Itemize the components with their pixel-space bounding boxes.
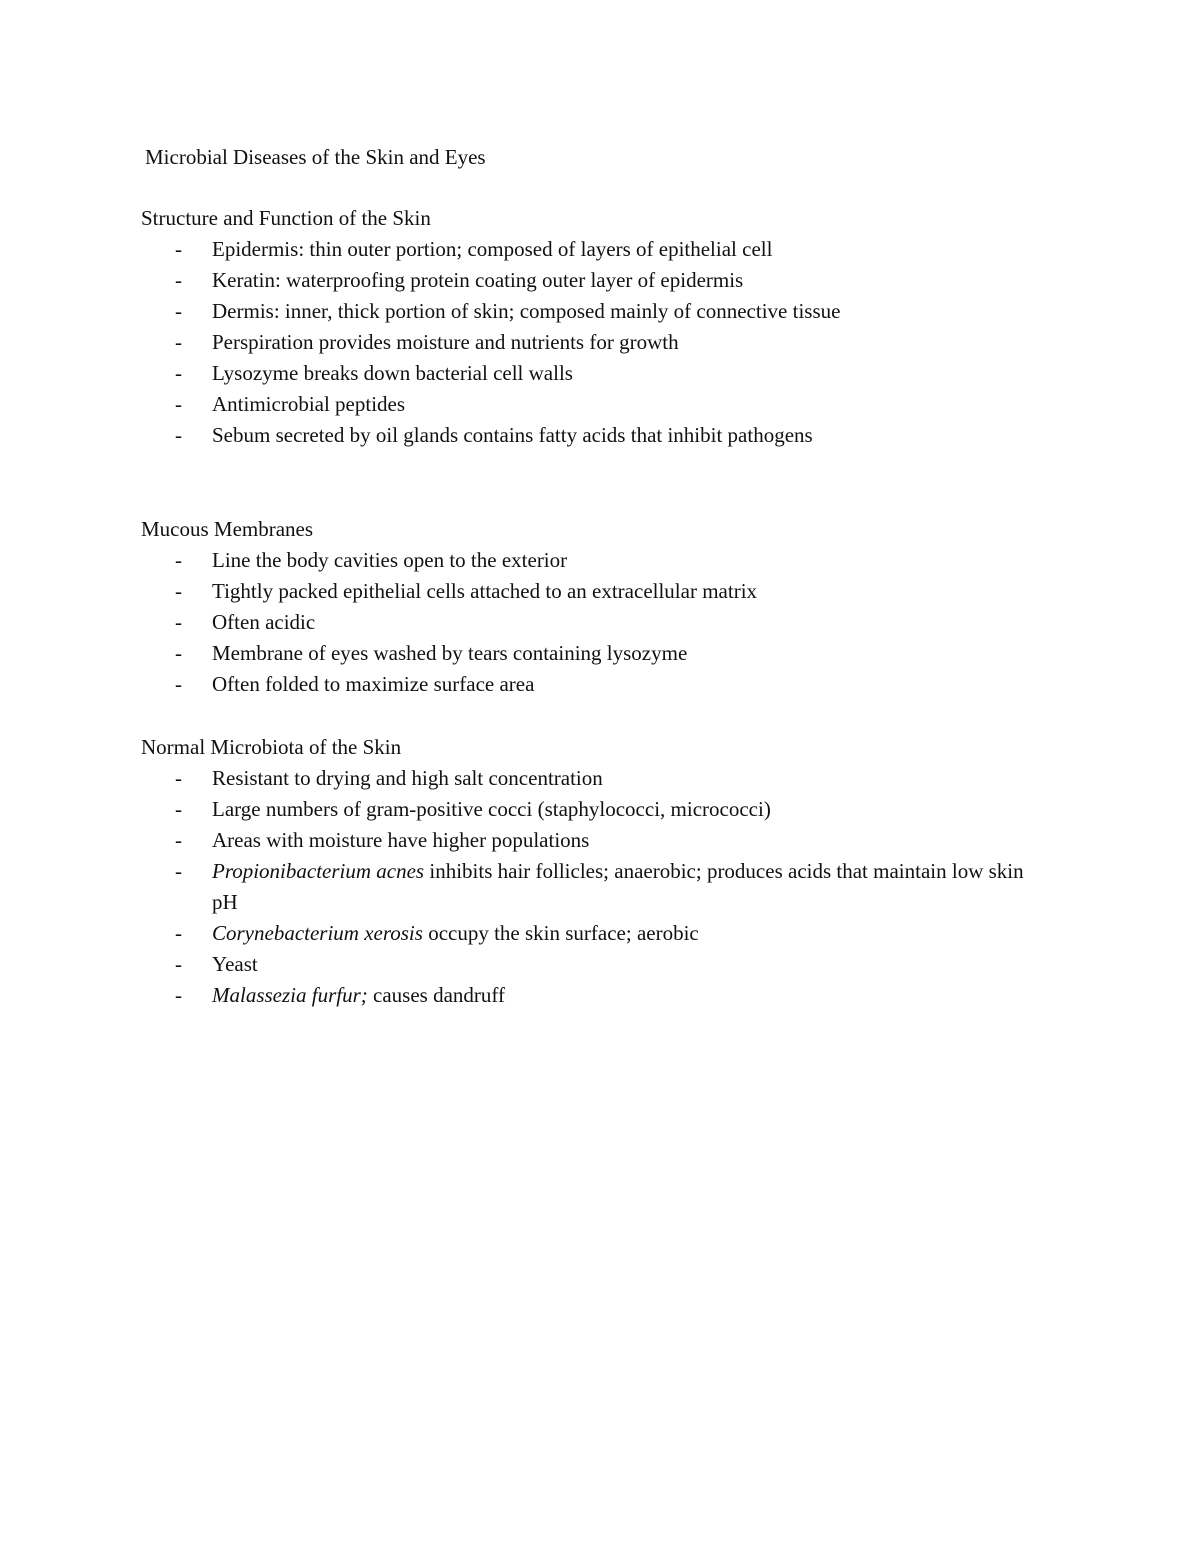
list-item: - Epidermis: thin outer portion; composed of layers of epithelial cell	[141, 234, 1042, 265]
section-normal-microbiota	[141, 732, 1101, 1011]
dash-bullet-icon: -	[175, 361, 182, 385]
list-item: - Often folded to maximize surface area	[141, 669, 1042, 700]
dash-bullet-icon: -	[175, 610, 182, 634]
dash-bullet-icon: -	[175, 330, 182, 354]
list-item: - Keratin: waterproofing protein coating outer layer of epidermis	[141, 265, 1042, 296]
list-item: - Antimicrobial peptides	[141, 389, 1042, 420]
dash-bullet-icon: -	[175, 672, 182, 696]
list-item: - Line the body cavities open to the exterior	[141, 545, 1042, 576]
list-item: - Often acidic	[141, 607, 1042, 638]
species-name: Malassezia furfur;	[212, 983, 368, 1007]
dash-bullet-icon: -	[175, 797, 182, 821]
dash-bullet-icon: -	[175, 983, 182, 1007]
list-item: - Resistant to drying and high salt concentration	[141, 763, 1042, 794]
dash-bullet-icon: -	[175, 859, 182, 883]
dash-bullet-icon: -	[175, 641, 182, 665]
dash-bullet-icon: -	[175, 766, 182, 790]
dash-bullet-icon: -	[175, 299, 182, 323]
section-heading: Structure and Function of the Skin	[141, 206, 431, 230]
list-item: - Malassezia furfur; causes dandruff	[141, 980, 1042, 1011]
species-name: Propionibacterium acnes	[212, 859, 425, 883]
document-title: Microbial Diseases of the Skin and Eyes	[145, 145, 486, 169]
bullet-list	[141, 763, 1101, 1011]
dash-bullet-icon: -	[175, 579, 182, 603]
list-item: - Yeast	[141, 949, 1042, 980]
section-mucous-membranes	[141, 514, 1101, 700]
species-name: Corynebacterium xerosis	[212, 921, 423, 945]
list-item: - Membrane of eyes washed by tears containing lysozyme	[141, 638, 1042, 669]
bullet-list	[141, 234, 1101, 451]
bullet-list	[141, 545, 1101, 700]
dash-bullet-icon: -	[175, 548, 182, 572]
list-item: - Tightly packed epithelial cells attached to an extracellular matrix	[141, 576, 1042, 607]
dash-bullet-icon: -	[175, 952, 182, 976]
list-item: - Propionibacterium acnes inhibits hair follicles; anaerobic; produces acids that maintain low skin pH	[141, 856, 1042, 918]
dash-bullet-icon: -	[175, 237, 182, 261]
list-item: - Dermis: inner, thick portion of skin; composed mainly of connective tissue	[141, 296, 1042, 327]
list-item: - Areas with moisture have higher populations	[141, 825, 1042, 856]
dash-bullet-icon: -	[175, 392, 182, 416]
list-item: - Lysozyme breaks down bacterial cell walls	[141, 358, 1042, 389]
list-item: - Corynebacterium xerosis occupy the skin surface; aerobic	[141, 918, 1042, 949]
dash-bullet-icon: -	[175, 423, 182, 447]
dash-bullet-icon: -	[175, 921, 182, 945]
section-heading: Normal Microbiota of the Skin	[141, 735, 402, 759]
list-item: - Large numbers of gram-positive cocci (staphylococci, micrococci)	[141, 794, 1042, 825]
section-skin-structure	[141, 203, 1101, 451]
dash-bullet-icon: -	[175, 268, 182, 292]
section-heading: Mucous Membranes	[141, 517, 314, 541]
dash-bullet-icon: -	[175, 828, 182, 852]
list-item: - Perspiration provides moisture and nutrients for growth	[141, 327, 1042, 358]
list-item: - Sebum secreted by oil glands contains fatty acids that inhibit pathogens	[141, 420, 1042, 451]
